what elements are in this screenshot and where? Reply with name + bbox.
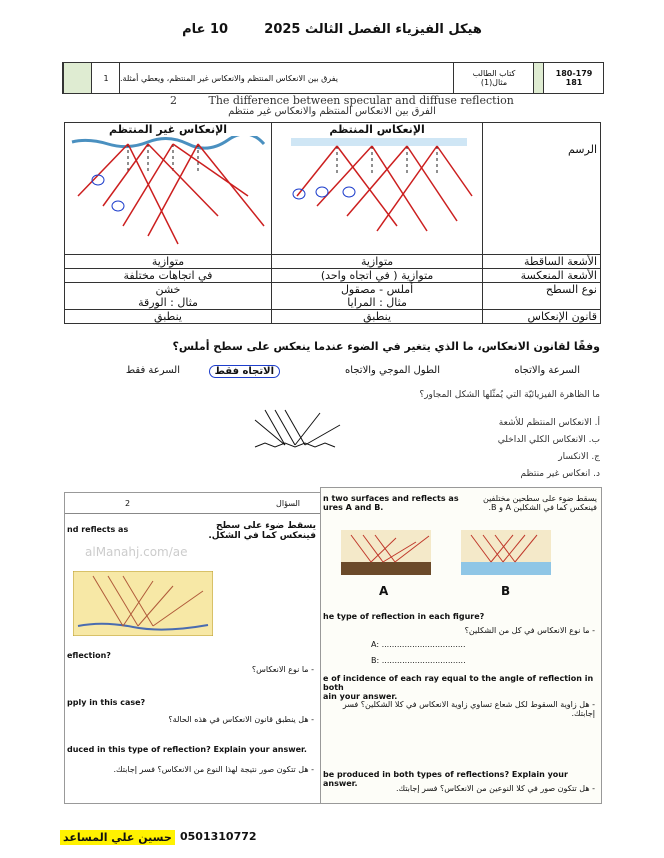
label-b: B [501, 584, 511, 598]
right-q2-ar: - هل زاوية السقوط لكل شعاع تساوي زاوية الانعكاس في كلا الشكلين؟ فسر إجابتك. [342, 700, 595, 718]
incident-rays-rough [78, 144, 198, 236]
left-panel-header-text: السؤال [276, 499, 300, 508]
table-row [65, 310, 601, 324]
right-worksheet-photo [320, 487, 602, 804]
label-a: A [379, 584, 389, 598]
table-row [65, 255, 601, 269]
row-irregular: في اتجاهات مختلفة [65, 269, 272, 283]
strip-green-left [63, 63, 92, 93]
right-q1-ar: - ما نوع الانعكاس في كل من الشكلين؟ [464, 626, 595, 635]
option-4[interactable]: السرعة فقط [125, 365, 180, 376]
question-2: ما الظاهرة الفيزيائيّة التي يُمثّلها الشكل المجاور؟ [419, 390, 600, 400]
row-irregular: متوازية [65, 255, 272, 269]
right-en-top: n two surfaces and reflects as ures A and B. [323, 494, 459, 512]
left-panel-header [65, 499, 320, 514]
left-worksheet-photo [64, 492, 321, 804]
irregular-drawing-cell [65, 123, 272, 255]
left-ar-top: يسقط ضوء على سطح فينعكس كما في الشكل. [208, 521, 316, 541]
angle-circles-rough [92, 175, 124, 211]
question-1: وفقًا لقانون الانعكاس، ما الذي يتغير في الضوء عندما ينعكس على سطح أملس؟ [172, 340, 600, 353]
table-row-drawing [65, 123, 601, 255]
title-text: هيكل الفيزياء الفصل الثالث 2025 [264, 22, 482, 37]
answer-b[interactable]: B: ................................. [371, 656, 466, 665]
left-q3-ar: - هل تتكون صور نتيجة لهذا النوع من الانعكاس؟ فسر إجابتك. [113, 765, 314, 774]
diffuse-reflection-diagram [68, 136, 268, 248]
row-regular: أملس - مصقول مثال : المرايا [272, 283, 483, 310]
option-3-circled[interactable]: الاتجاه فقط [209, 365, 280, 378]
smooth-surface [291, 138, 467, 146]
table-row [65, 283, 601, 310]
left-q2-ar: - هل ينطبق قانون الانعكاس في هذه الحالة؟ [168, 715, 314, 724]
right-q3-ar: - هل تتكون صور في كلا النوعين من الانعكاس؟ فسر إجابتك. [395, 784, 595, 793]
table-row [65, 269, 601, 283]
strip-number: 1 [91, 63, 120, 93]
left-photo-diagram [73, 571, 213, 636]
row-irregular: خشن مثال : الورقة [65, 283, 272, 310]
strip-source: كتاب الطالب مثال(1) [453, 63, 534, 93]
right-q2-en: e of incidence of each ray equal to the angle of reflection in both ain your answer. [323, 674, 594, 701]
regular-drawing-cell [272, 123, 483, 255]
subtitle-number: 2 [170, 94, 177, 107]
row-label: الأشعة المنعكسة [483, 269, 601, 283]
grade-text: 10 عام [182, 22, 229, 37]
strip-description: يفرق بين الانعكاس المنتظم والانعكاس غير المنتظم، ويعطي أمثلة. [119, 63, 453, 93]
option-2[interactable]: الطول الموجي والاتجاه [345, 365, 440, 376]
choice-c[interactable]: ج. الانكسار [558, 452, 600, 462]
left-q1-ar: - ما نوع الانعكاس؟ [251, 665, 314, 674]
row-regular: متوازية ( في اتجاه واحد) [272, 269, 483, 283]
subtitle-english-text: The difference between specular and diffuse reflection [208, 94, 514, 107]
left-q2-en: pply in this case? [67, 698, 146, 707]
author-name: حسين علي المساعد [60, 830, 175, 845]
right-q1-en: he type of reflection in each figure? [323, 612, 485, 621]
page-title [0, 22, 664, 37]
row-label: نوع السطح [483, 283, 601, 310]
left-en-top: nd reflects as [67, 525, 129, 534]
question-2-choices [420, 418, 600, 486]
col-irregular-header: الإنعكاس غير المنتظم [108, 123, 228, 136]
outcome-strip [62, 62, 604, 94]
row-label: قانون الإنعكاس [483, 310, 601, 324]
col-regular-header: الإنعكاس المنتظم [329, 123, 425, 136]
row-label: الرسم [483, 123, 601, 255]
rough-surface [72, 136, 264, 148]
choice-d[interactable]: د. انعكاس غير منتظم [520, 469, 600, 479]
row-regular: ينطبق [272, 310, 483, 324]
figure-a [341, 530, 431, 575]
subtitle-arabic: الفرق بين الانعكاس المنتظم والانعكاس غير منتظم [228, 106, 436, 117]
diffuse-reflection-sketch [245, 405, 355, 455]
strip-pages: 180-179 181 [543, 63, 604, 93]
row-irregular: ينطبق [65, 310, 272, 324]
choice-b[interactable]: ب. الانعكاس الكلي الداخلي [497, 435, 600, 445]
left-q3-en: duced in this type of reflection? Explain your answer. [67, 745, 307, 754]
figure-b [461, 530, 551, 575]
regular-reflection-diagram [277, 136, 477, 248]
answer-a[interactable]: A: ................................. [371, 640, 466, 649]
left-panel-number: 2 [125, 499, 131, 508]
author-phone: 0501310772 [180, 830, 257, 843]
row-label: الأشعة الساقطة [483, 255, 601, 269]
watermark: alManahj.com/ae [85, 545, 188, 559]
normal-lines [337, 146, 437, 176]
row-regular: متوازية [272, 255, 483, 269]
reflected-rays [337, 146, 472, 231]
left-q1-en: eflection? [67, 651, 111, 660]
option-1[interactable]: السرعة والاتجاه [514, 365, 580, 376]
choice-a[interactable]: أ. الانعكاس المنتظم للأشعة [498, 418, 600, 428]
comparison-table [64, 122, 601, 324]
right-ar-top: يسقط ضوء على سطحين مختلفين فينعكس كما في الشكلين A و B. [483, 494, 597, 512]
right-q3-en: be produced in both types of reflections? Explain your answer. [323, 770, 568, 788]
